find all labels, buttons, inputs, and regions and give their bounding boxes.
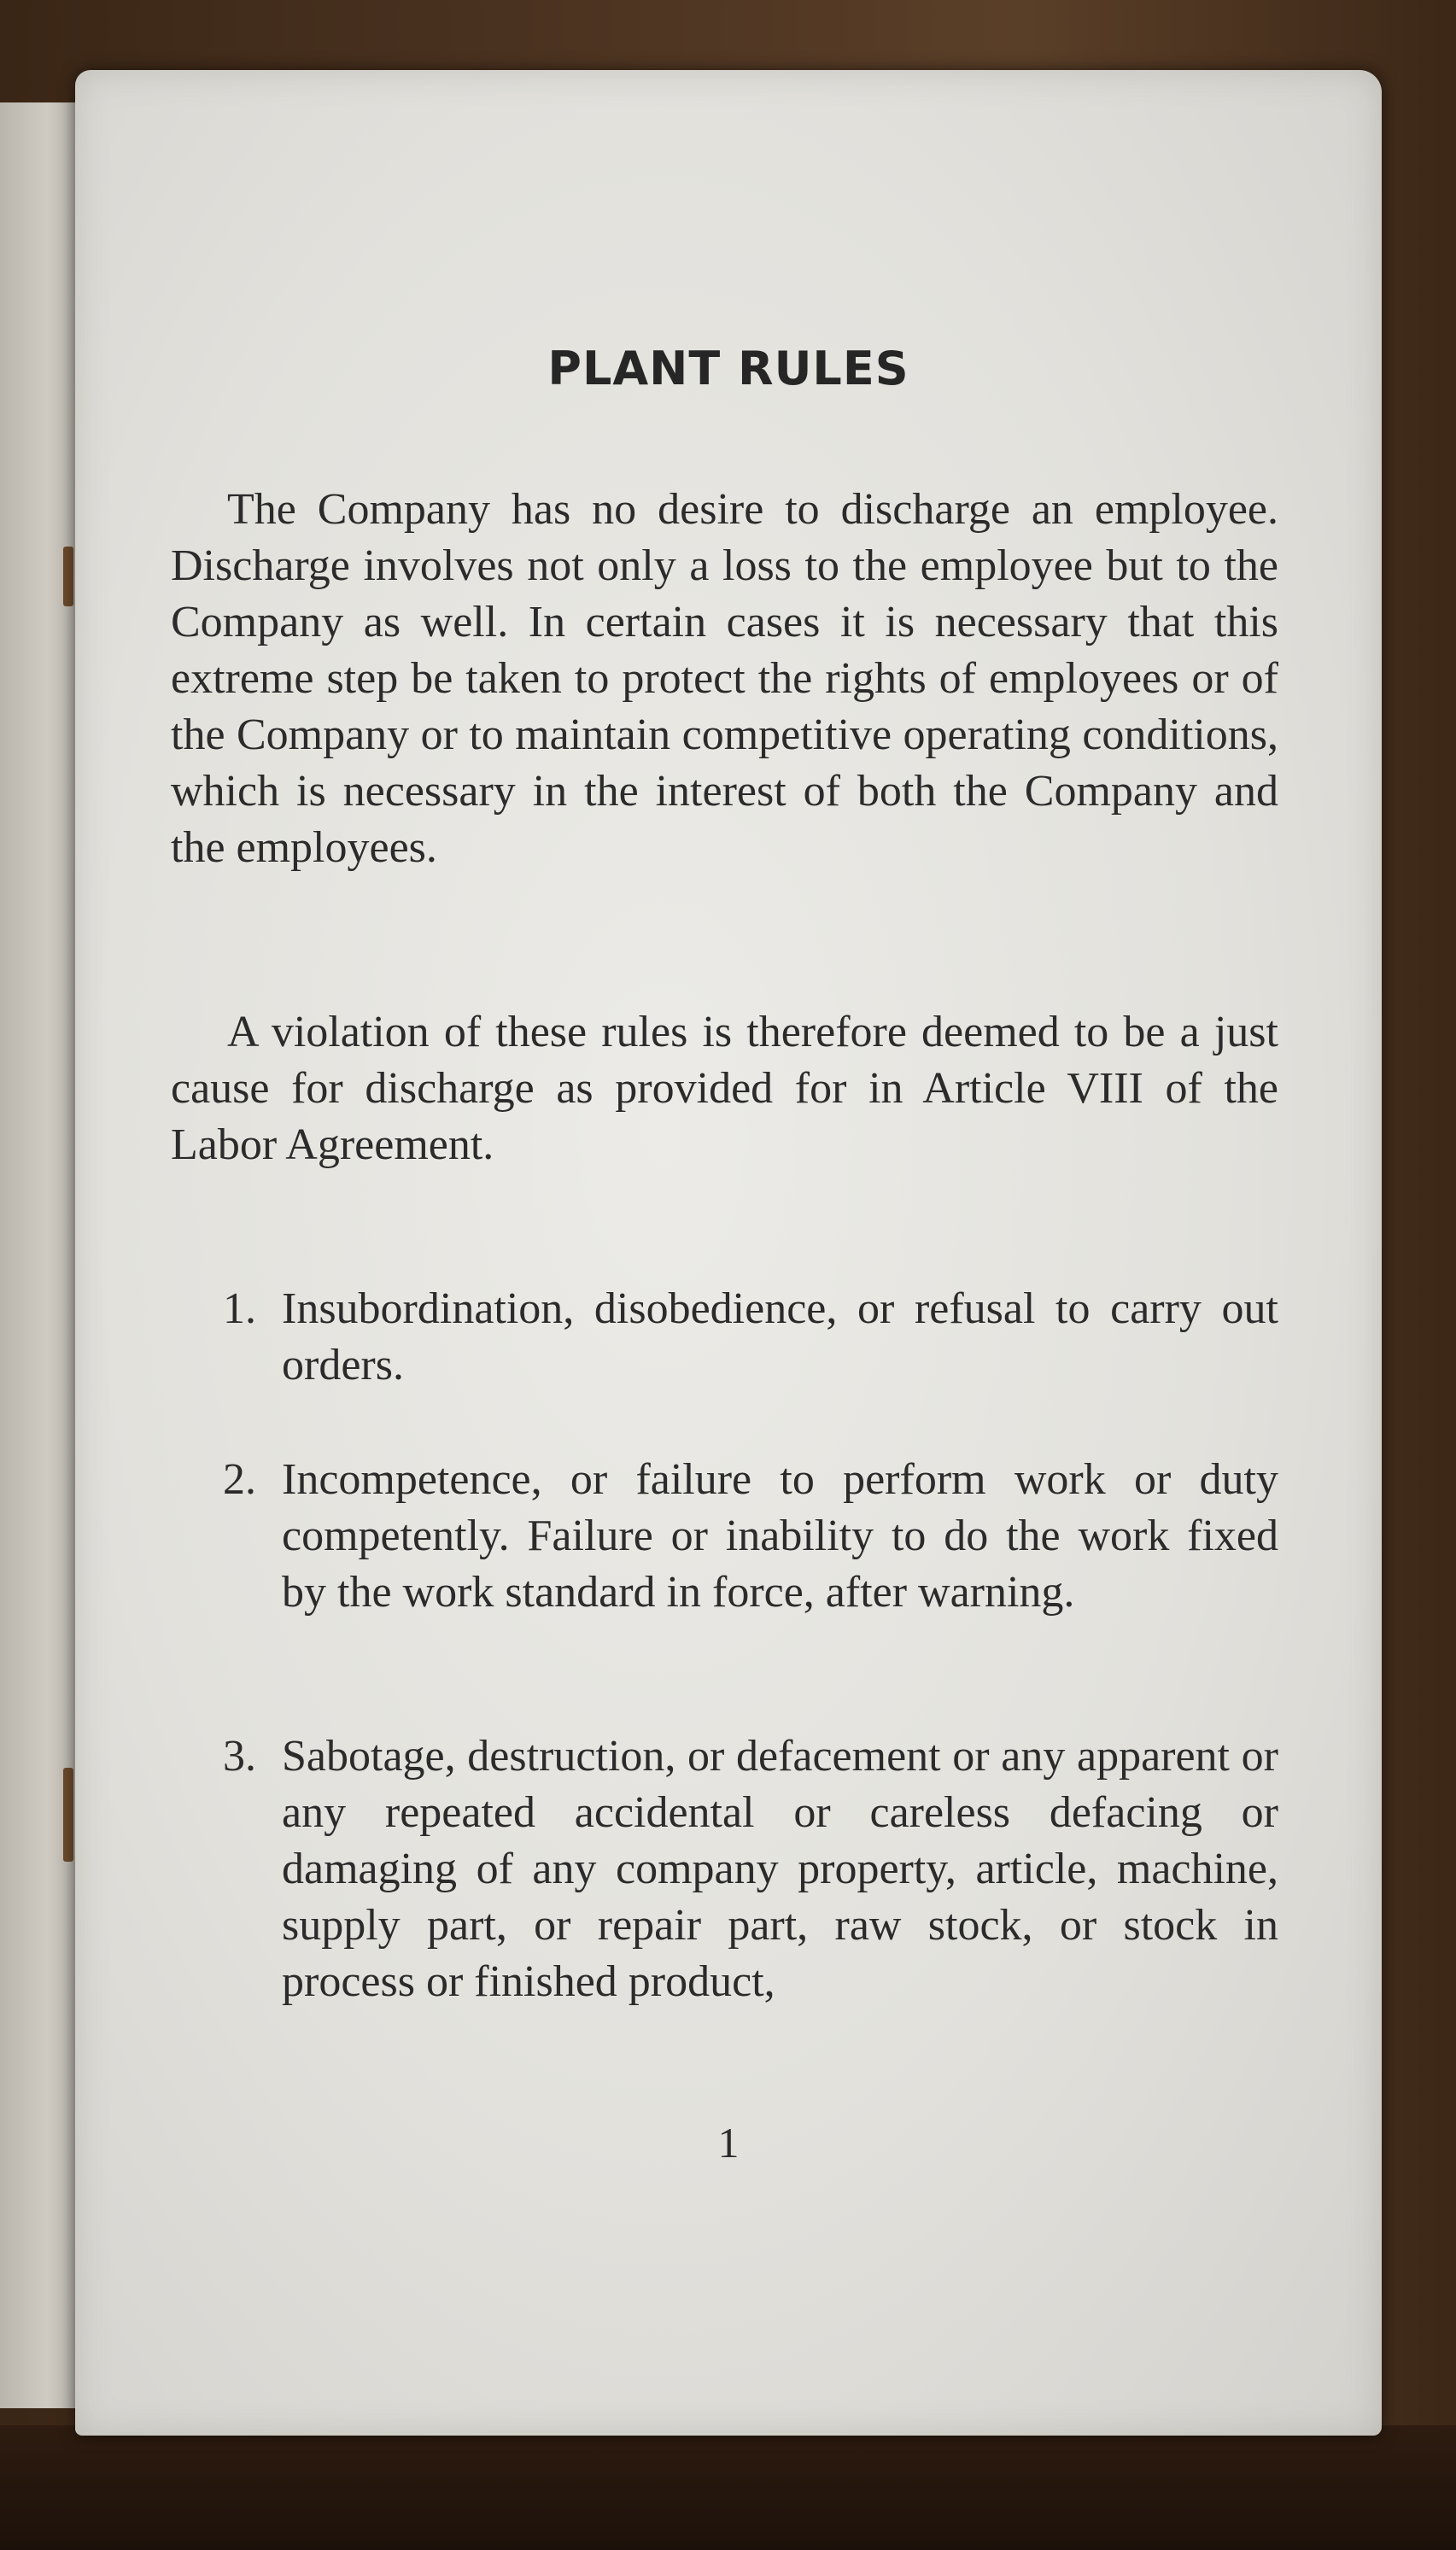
booklet-page — [75, 70, 1382, 2436]
page-number: 1 — [717, 2119, 740, 2167]
intro-paragraph: The Company has no desire to discharge an employee. Discharge involves not only a loss to the employee but to the Company as well. In certain cases it is necessary that this extreme step be taken to protect the rights of employees or of the Company or to maintain competitive operating conditions, which is necessary in the interest of both the Company and the employees. — [171, 485, 1278, 872]
facing-page-edge — [0, 102, 80, 2408]
page-title: PLANT RULES — [547, 342, 909, 395]
table-surface — [0, 2425, 1456, 2550]
rule-text: Incompetence, or failure to perform work or duty competently. Failure or inability to do the work fixed by the work standard in force, after warning. — [282, 1455, 1278, 1617]
violation-paragraph: A violation of these rules is therefore deemed to be a just cause for discharge as provided for in Article VIII of the Labor Agreement. — [171, 1008, 1278, 1169]
rule-number: 1. — [223, 1284, 256, 1333]
rule-number: 3. — [223, 1732, 256, 1781]
staple-mark — [63, 547, 73, 606]
staple-mark — [63, 1768, 73, 1862]
rule-text: Sabotage, destruction, or defacement or any apparent or any repeated accidental or careless defacing or damaging of any company property, article, machine, supply part, or repair part, raw stock, or stock in process or finished product, — [282, 1732, 1278, 2006]
rule-text: Insubordination, disobedience, or refusal to carry out orders. — [282, 1284, 1278, 1389]
rule-number: 2. — [223, 1455, 256, 1504]
